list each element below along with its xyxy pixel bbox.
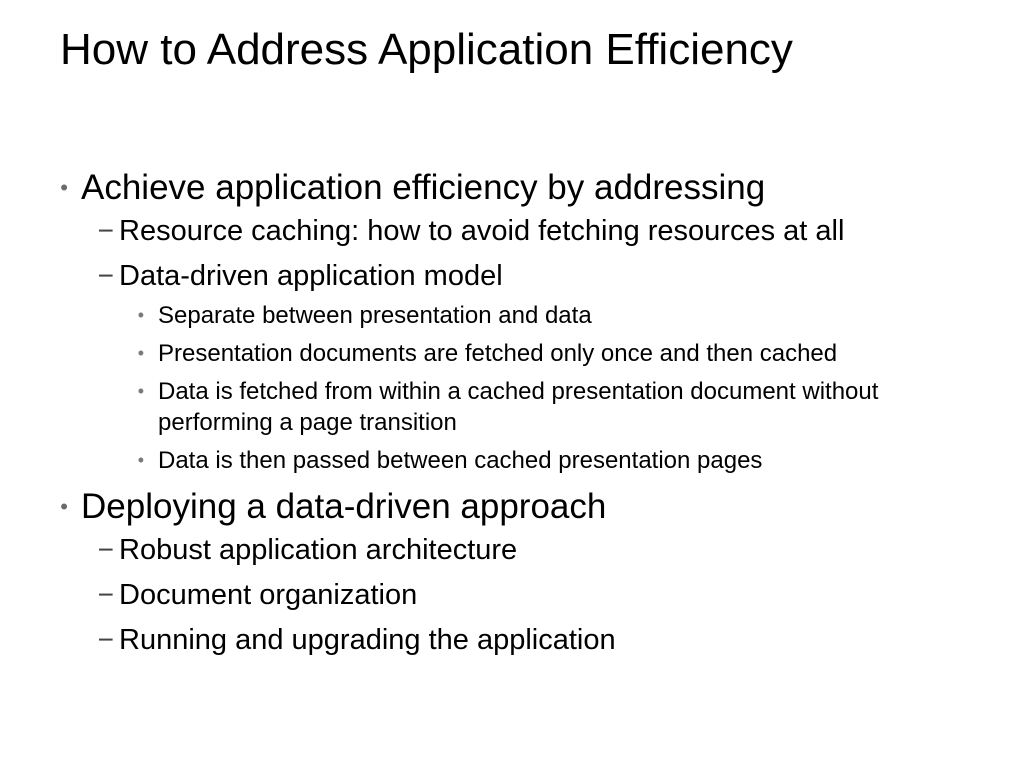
bullet-level1: [52, 482, 972, 532]
bullet-text: Separate between presentation and data: [158, 302, 592, 329]
bullet-level2: [92, 622, 972, 658]
bullet-text: Deploying a data-driven approach: [81, 487, 607, 526]
dash-marker: −: [97, 260, 114, 291]
bullet-level3: [130, 376, 980, 438]
bullet-marker: •: [137, 305, 144, 325]
bullet-level3: [130, 300, 972, 331]
bullet-text: Running and upgrading the application: [119, 624, 616, 656]
bullet-text: Achieve application efficiency by addressing: [81, 168, 766, 207]
bullet-level2: [92, 577, 972, 613]
dash-marker: −: [97, 579, 114, 610]
bullet-text: Document organization: [119, 579, 418, 611]
bullet-text: Data is fetched from within a cached presentation document without performing a page transition: [158, 378, 879, 436]
bullet-text: Data-driven application model: [119, 260, 503, 292]
bullet-level3: [130, 445, 972, 476]
bullet-marker: •: [137, 450, 144, 470]
bullet-text: Resource caching: how to avoid fetching resources at all: [119, 215, 845, 247]
bullet-level2: [92, 258, 972, 294]
bullet-level2: [92, 532, 972, 568]
bullet-level2: [92, 213, 972, 249]
bullet-marker: •: [137, 381, 144, 401]
bullet-level3: [130, 338, 980, 369]
dash-marker: −: [97, 215, 114, 246]
bullet-marker: •: [60, 175, 68, 200]
slide-title: How to Address Application Efficiency: [60, 25, 793, 74]
bullet-marker: •: [137, 343, 144, 363]
dash-marker: −: [97, 534, 114, 565]
bullet-level1: [52, 163, 972, 213]
bullet-text: Presentation documents are fetched only once and then cached: [158, 340, 838, 367]
dash-marker: −: [97, 624, 114, 655]
slide-body: [52, 163, 972, 658]
bullet-text: Robust application architecture: [119, 534, 518, 566]
bullet-marker: •: [60, 494, 68, 519]
bullet-text: Data is then passed between cached presentation pages: [158, 447, 763, 474]
